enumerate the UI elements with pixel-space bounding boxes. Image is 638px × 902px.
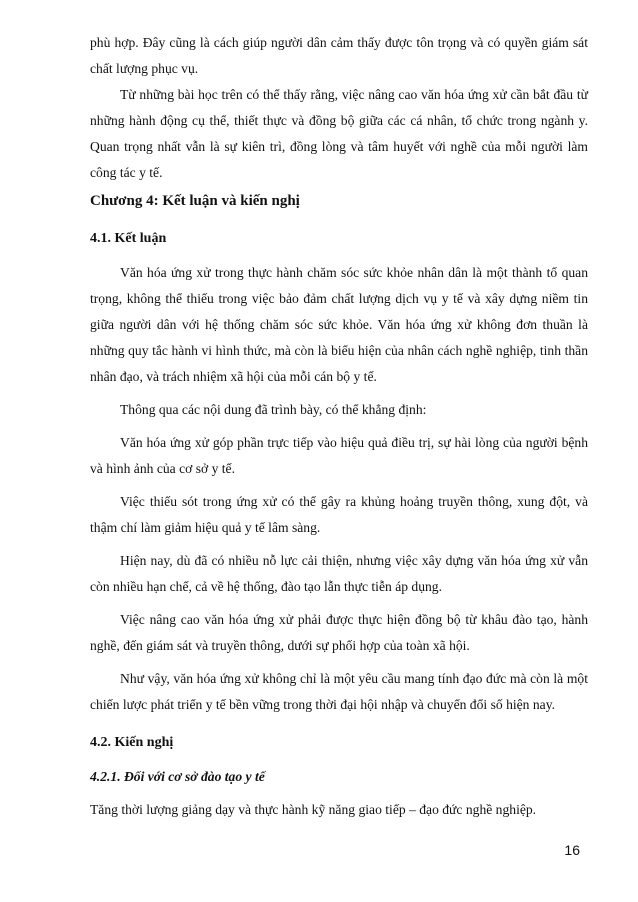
chapter-title: Chương 4: Kết luận và kiến nghị (90, 193, 300, 209)
paragraph: Từ những bài học trên có thể thấy rằng, việc nâng cao văn hóa ứng xử cần bắt đầu từ những hành động cụ thể, thiết thực và đồng bộ giữa các cá nhân, tổ chức trong ngành y. Quan trọng nhất vẫn là sự kiên trì, đồng lòng và tâm huyết với nghề của mỗi người làm công tác y tế. (90, 87, 588, 180)
page-number: 16 (564, 842, 580, 858)
paragraph: Việc nâng cao văn hóa ứng xử phải được thực hiện đồng bộ từ khâu đào tạo, hành nghề, đến giám sát và truyền thông, dưới sự phối hợp của toàn xã hội. (90, 612, 588, 653)
page-content (90, 30, 588, 823)
paragraph: Như vậy, văn hóa ứng xử không chỉ là một yêu cầu mang tính đạo đức mà còn là một chiến lược phát triển y tế bền vững trong thời đại hội nhập và chuyển đổi số hiện nay. (90, 671, 588, 712)
section-title: 4.1. Kết luận (90, 231, 167, 246)
subsection-title: 4.2.1. Đối với cơ sở đào tạo y tế (90, 769, 265, 784)
paragraph: phù hợp. Đây cũng là cách giúp người dân cảm thấy được tôn trọng và có quyền giám sát chất lượng phục vụ. (90, 35, 588, 76)
paragraph: Văn hóa ứng xử góp phần trực tiếp vào hiệu quả điều trị, sự hài lòng của người bệnh và hình ảnh của cơ sở y tế. (90, 435, 588, 476)
paragraph: Việc thiếu sót trong ứng xử có thể gây ra khủng hoảng truyền thông, xung đột, và thậm chí làm giảm hiệu quả y tế lâm sàng. (90, 494, 588, 535)
paragraph: Hiện nay, dù đã có nhiều nỗ lực cải thiện, nhưng việc xây dựng văn hóa ứng xử vẫn còn nhiều hạn chế, cả về hệ thống, đào tạo lẫn thực tiễn áp dụng. (90, 553, 588, 594)
paragraph: Văn hóa ứng xử trong thực hành chăm sóc sức khỏe nhân dân là một thành tố quan trọng, không thể thiếu trong việc bảo đảm chất lượng dịch vụ y tế và xây dựng niềm tin giữa người dân với hệ thống chăm sóc sức khỏe. Văn hóa ứng xử không đơn thuần là những quy tắc hành vi hình thức, mà còn là biểu hiện của nhân cách nghề nghiệp, tinh thần nhân đạo, và trách nhiệm xã hội của mỗi cán bộ y tế. (90, 265, 588, 384)
paragraph: Tăng thời lượng giảng dạy và thực hành kỹ năng giao tiếp – đạo đức nghề nghiệp. (90, 802, 537, 817)
paragraph: Thông qua các nội dung đã trình bày, có thể khẳng định: (120, 402, 427, 417)
section-title: 4.2. Kiến nghị (90, 735, 174, 750)
